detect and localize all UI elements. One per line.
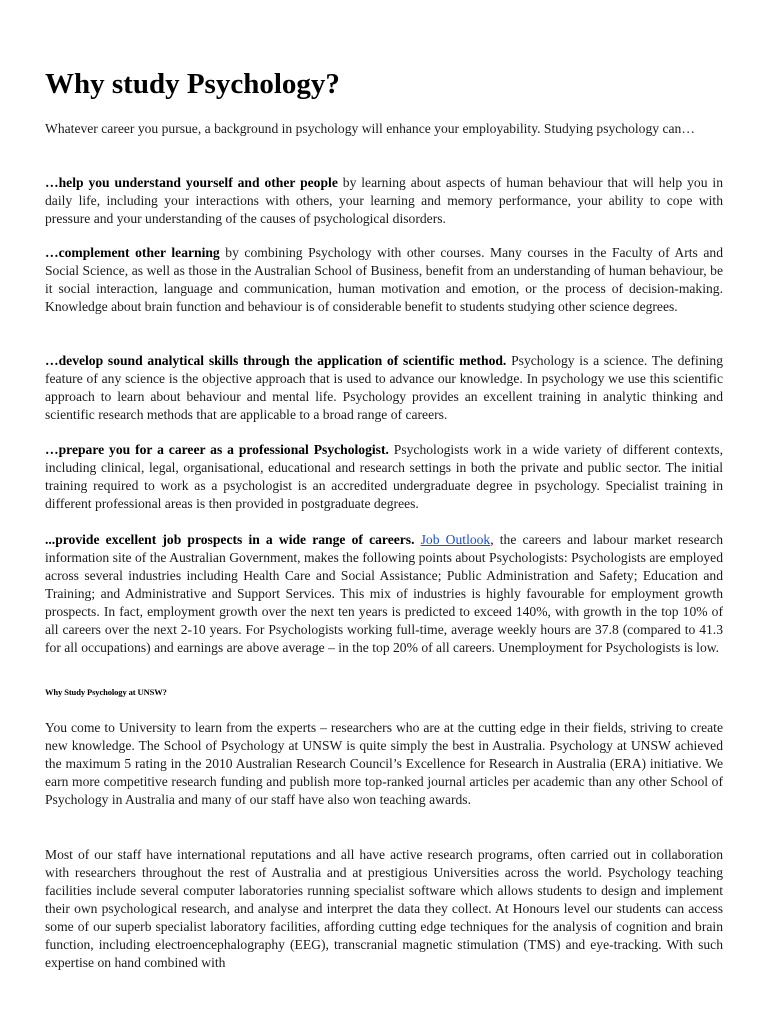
point-text: by learning about aspects of human behaviour that will help you in daily life, including your interactions with others, your learning and memory performance, your ability to cope with pressure and your understanding of the causes of psychological disorders.	[45, 175, 724, 226]
point-paragraph-1	[45, 174, 723, 228]
point-text: by combining Psychology with other courses. Many courses in the Faculty of Arts and Social Science, as well as those in the Australian School of Business, benefit from an understanding of human behaviour, be it social interaction, language and communication, human motivation and emotion, or the process of decision-making. Knowledge about brain function and behaviour is of considerable benefit to students studying other science degrees.	[45, 245, 723, 314]
job-outlook-link[interactable]: Job Outlook	[420, 532, 491, 547]
unsw-paragraph-2: Most of our staff have international reputations and all have active research programs, often carried out in collaboration with researchers throughout the rest of Australia and at prestigious Universities across the world. Psychology teaching facilities include several computer laboratories running specialist software which allows students to design and implement their own psychological research, and analyse and interpret the data they collect. At Honours level our students can access some of our superb specialist laboratory facilities, affording cutting edge techniques for the analysis of cognition and brain function, including electroencephalography (EEG), transcranial magnetic stimulation (TMS) and eye-tracking. With such expertise on hand combined with	[45, 847, 723, 970]
point-lead: …develop sound analytical skills through the application of scientific method.	[45, 353, 507, 368]
point-paragraph-4	[45, 441, 723, 513]
point-lead: …help you understand yourself and other people	[45, 175, 338, 190]
unsw-heading: Why Study Psychology at UNSW?	[45, 687, 167, 697]
unsw-paragraph-1: You come to University to learn from the experts – researchers who are at the cutting edge in their fields, striving to create new knowledge. The School of Psychology at UNSW is quite simply the best in Australia. Psychology at UNSW achieved the maximum 5 rating in the 2010 Australian Research Council’s Excellence for Research in Australia (ERA) initiative. We earn more competitive research funding and publish more top-ranked journal articles per academic than any other School of Psychology in Australia and many of our staff have also won teaching awards.	[45, 720, 723, 807]
point-lead: ...provide excellent job prospects in a wide range of careers.	[45, 532, 415, 547]
intro-paragraph: Whatever career you pursue, a background in psychology will enhance your employability. Studying psychology can…	[45, 121, 695, 136]
point-lead: …prepare you for a career as a professional Psychologist.	[45, 442, 389, 457]
point-paragraph-2	[45, 244, 723, 316]
point-paragraph-5	[45, 531, 723, 657]
point-lead: …complement other learning	[45, 245, 220, 260]
point-text: , the careers and labour market research information site of the Australian Government, makes the following points about Psychologists: Psychologists are employed across several industries including Health Care and Social Assistance; Public Administration and Safety; Education and Training; and Administrative and Support Services. This mix of industries is highly favourable for employment growth prospects. In fact, employment growth over the next ten years is predicted to exceed 140%, with growth in the top 10% of all careers over the next 2-10 years. For Psychologists working full-time, average weekly hours are 37.8 (compared to 41.3 for all occupations) and earnings are above average – in the top 20% of all careers. Unemployment for Psychologists is low.	[45, 532, 723, 655]
point-text: Psychologists work in a wide variety of different contexts, including clinical, legal, organisational, educational and research settings in both the private and public sector. The initial training required to work as a psychologist is an accredited undergraduate degree in psychology. Specialist training in different professional areas is then provided in postgraduate degrees.	[45, 442, 723, 511]
page-title: Why study Psychology?	[45, 68, 340, 100]
point-text: Psychology is a science. The defining feature of any science is the objective approach that is used to advance our knowledge. In psychology we use this scientific approach to learn about behaviour and mental life. Psychology provides an excellent training in analytic thinking and scientific research methods that are applicable to a broad range of careers.	[45, 353, 723, 422]
point-paragraph-3	[45, 352, 723, 424]
